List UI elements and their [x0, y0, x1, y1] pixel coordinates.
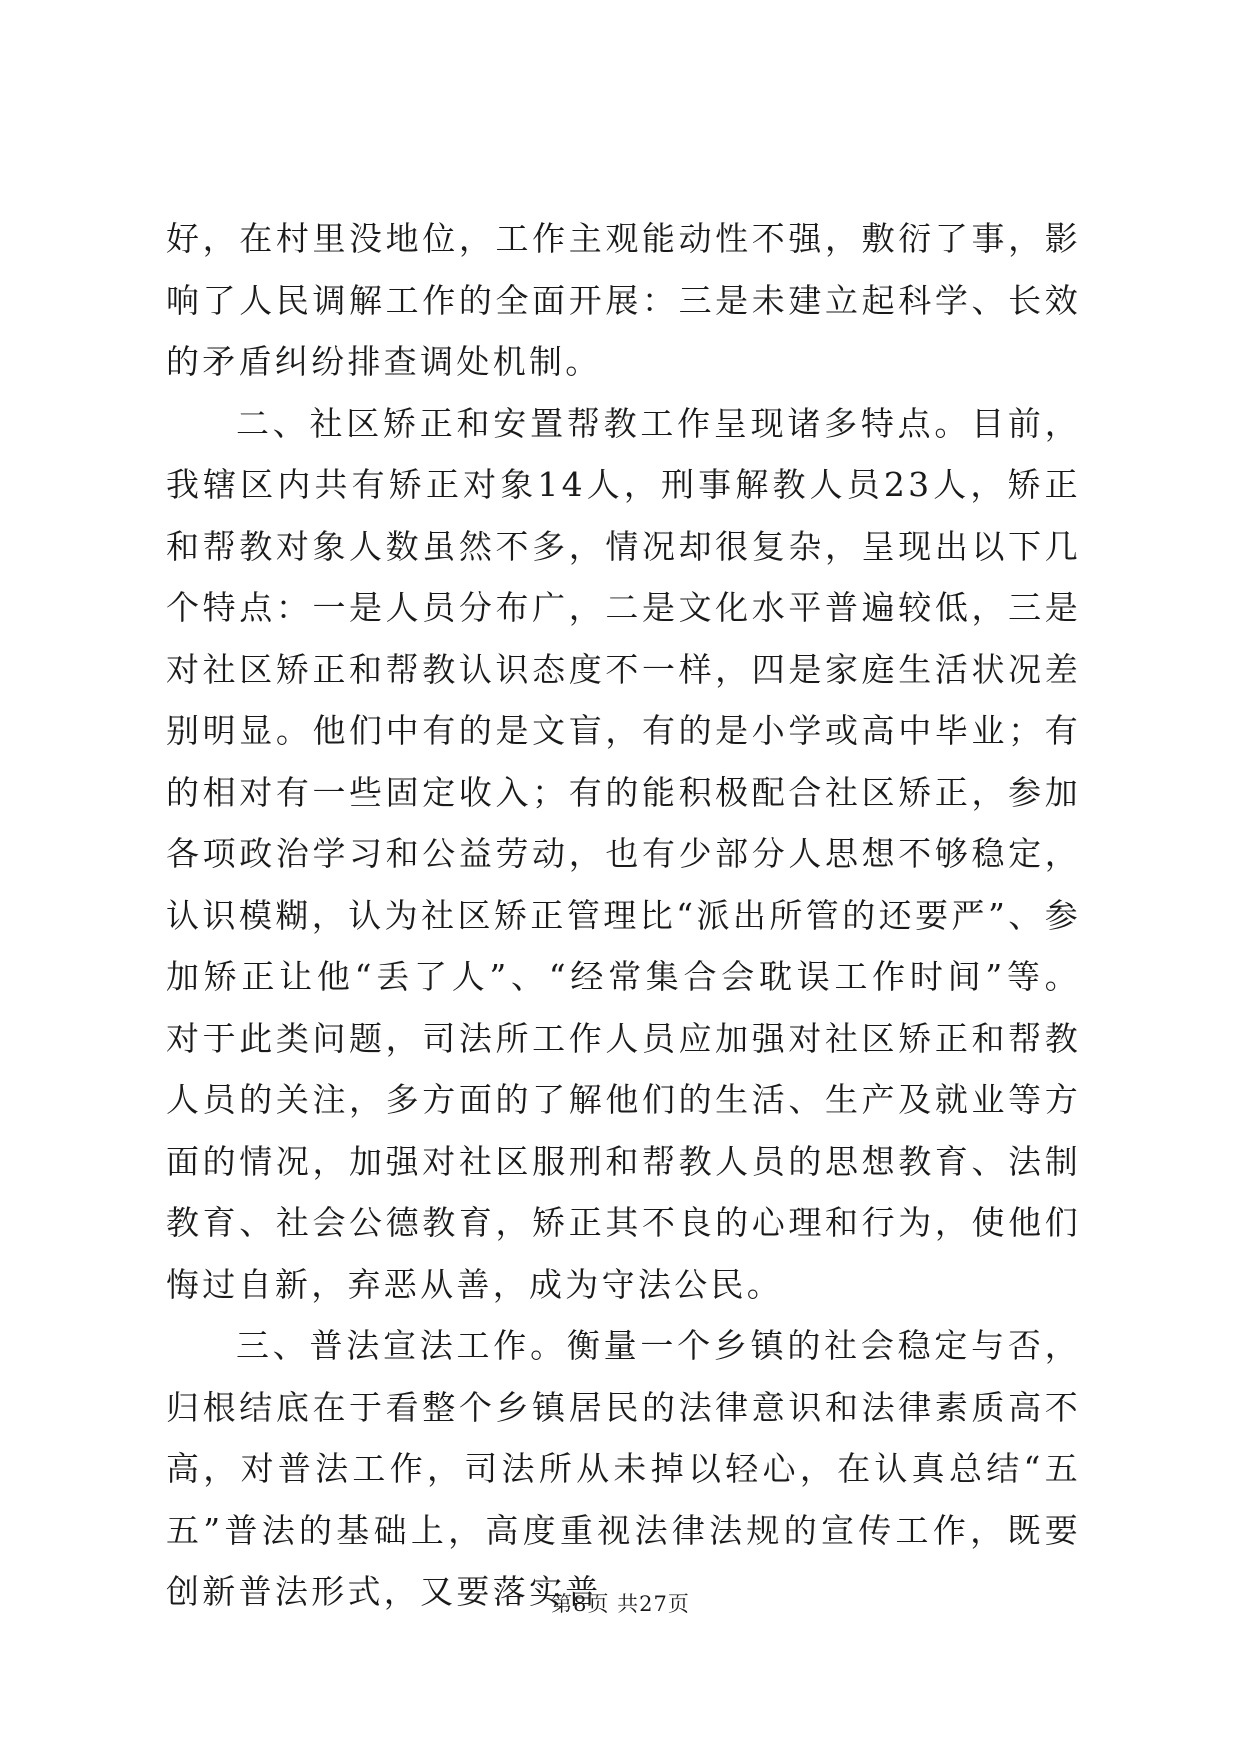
paragraph-community-correction: 二、社区矫正和安置帮教工作呈现诸多特点。目前，我辖区内共有矫正对象14人，刑事解教人员23人，矫正和帮教对象人数虽然不多，情况却很复杂，呈现出以下几个特点：一是人员分布广，二是文化水平普遍较低，三是对社区矫正和帮教认识态度不一样，四是家庭生活状况差别明显。他们中有的是文盲，有的是小学或高中毕业；有的相对有一些固定收入；有的能积极配合社区矫正，参加各项政治学习和公益劳动，也有少部分人思想不够稳定，认识模糊，认为社区矫正管理比“派出所管的还要严”、参加矫正让他“丢了人”、“经常集合会耽误工作时间”等。对于此类问题，司法所工作人员应加强对社区矫正和帮教人员的关注，多方面的了解他们的生活、生产及就业等方面的情况，加强对社区服刑和帮教人员的思想教育、法制教育、社会公德教育，矫正其不良的心理和行为，使他们悔过自新，弃恶从善，成为守法公民。 [166, 403, 1081, 1304]
page-number-footer: 第8页 共27页 [551, 1592, 690, 1616]
document-body [166, 208, 1081, 1623]
paragraph-legal-publicity: 三、普法宣法工作。衡量一个乡镇的社会稳定与否，归根结底在于看整个乡镇居民的法律意识和法律素质高不高，对普法工作，司法所从未掉以轻心，在认真总结“五五”普法的基础上，高度重视法律法规的宣传工作，既要创新普法形式，又要落实普 [166, 1326, 1081, 1611]
paragraph-continuation: 好，在村里没地位，工作主观能动性不强，敷衍了事，影响了人民调解工作的全面开展：三是未建立起科学、长效的矛盾纠纷排查调处机制。 [166, 219, 1081, 381]
